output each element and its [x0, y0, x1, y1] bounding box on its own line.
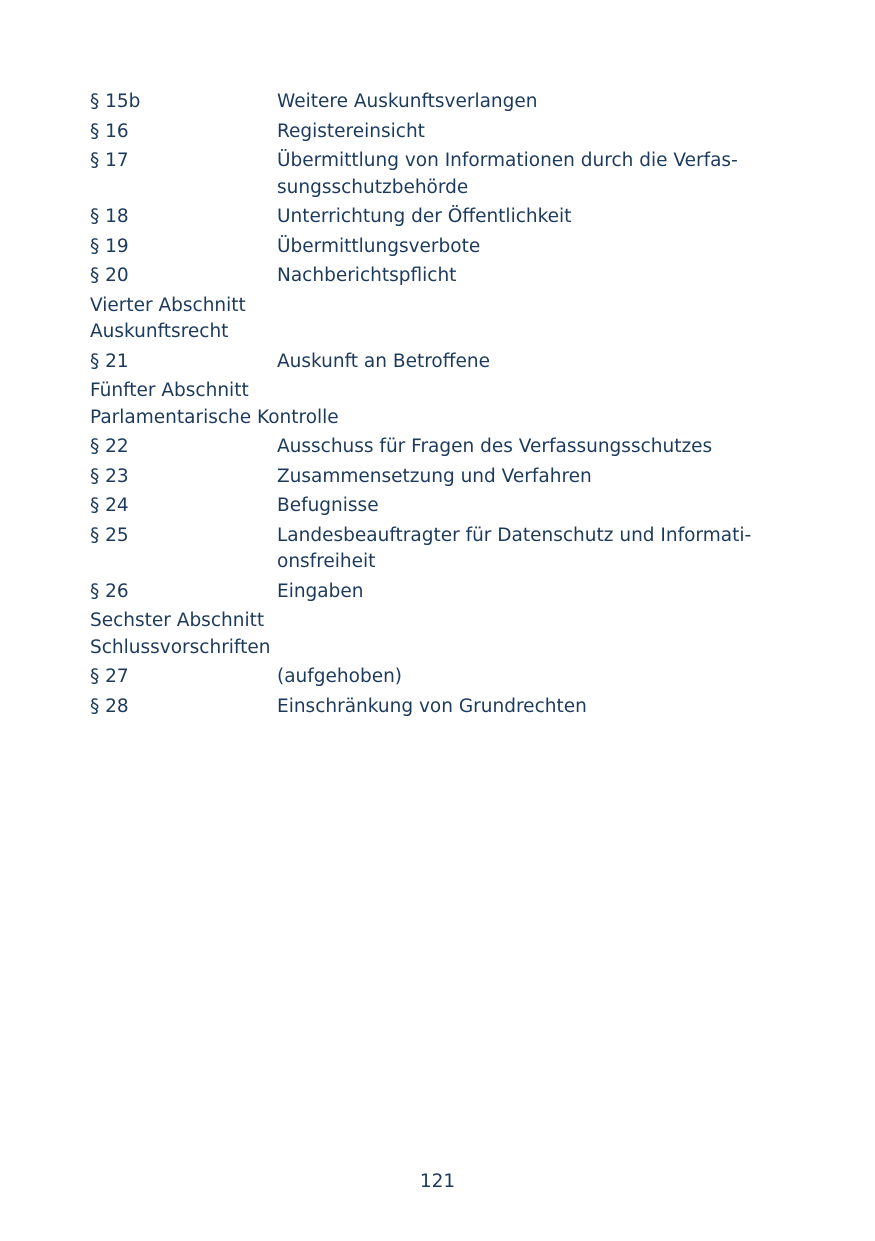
page-number: 121	[419, 1171, 456, 1192]
section-title: Unterrichtung der Öffentlichkeit	[277, 206, 572, 227]
section-number: § 16	[90, 120, 129, 142]
section-number: § 24	[90, 495, 129, 516]
toc-entry	[90, 493, 790, 520]
section-title: Befugnisse	[277, 495, 379, 516]
chapter-title: Auskunftsrecht	[90, 321, 229, 342]
chapter-label: Vierter Abschnitt	[90, 294, 246, 316]
section-title: Eingaben	[277, 580, 364, 602]
section-title: Weitere Auskunftsverlangen	[277, 91, 538, 112]
chapter-heading	[90, 293, 790, 346]
toc-entry	[90, 694, 790, 721]
chapter-title: Parlamentarische Kontrolle	[90, 406, 339, 428]
toc-entry	[90, 263, 790, 290]
section-number: § 17	[90, 150, 129, 171]
section-number: § 18	[90, 206, 129, 227]
section-number: § 15b	[90, 91, 141, 112]
section-number: § 28	[90, 695, 129, 717]
toc-entry	[90, 349, 790, 376]
toc-entry	[90, 204, 790, 231]
section-number: § 21	[90, 350, 129, 372]
toc-entry	[90, 234, 790, 261]
section-number: § 23	[90, 465, 129, 487]
section-title: Übermittlung von Informationen durch die Verfas- sungsschutzbehörde	[277, 150, 738, 198]
toc-entry	[90, 148, 790, 201]
toc-entry	[90, 434, 790, 461]
toc-entry	[90, 89, 790, 116]
section-number: § 19	[90, 235, 129, 257]
table-of-contents	[90, 89, 790, 723]
section-title: Landesbeauftragter für Datenschutz und Informati- onsfreiheit	[277, 524, 752, 572]
chapter-title: Schlussvorschriften	[90, 636, 271, 658]
chapter-label: Sechster Abschnitt	[90, 610, 265, 631]
section-number: § 22	[90, 436, 129, 457]
section-title: (aufgehoben)	[277, 666, 403, 687]
section-title: Ausschuss für Fragen des Verfassungsschutzes	[277, 436, 713, 457]
section-title: Auskunft an Betroffene	[277, 350, 490, 372]
section-title: Übermittlungsverbote	[277, 235, 481, 257]
toc-entry	[90, 119, 790, 146]
section-title: Einschränkung von Grundrechten	[277, 695, 587, 717]
toc-entry	[90, 523, 790, 576]
section-title: Zusammensetzung und Verfahren	[277, 465, 592, 487]
section-number: § 25	[90, 524, 129, 546]
toc-entry	[90, 579, 790, 606]
toc-entry	[90, 464, 790, 491]
chapter-heading	[90, 378, 790, 431]
section-number: § 26	[90, 580, 129, 602]
section-number: § 20	[90, 265, 129, 286]
section-title: Registereinsicht	[277, 120, 425, 142]
chapter-heading	[90, 608, 790, 661]
toc-entry	[90, 664, 790, 691]
section-number: § 27	[90, 666, 129, 687]
chapter-label: Fünfter Abschnitt	[90, 380, 249, 401]
section-title: Nachberichtspflicht	[277, 265, 457, 286]
